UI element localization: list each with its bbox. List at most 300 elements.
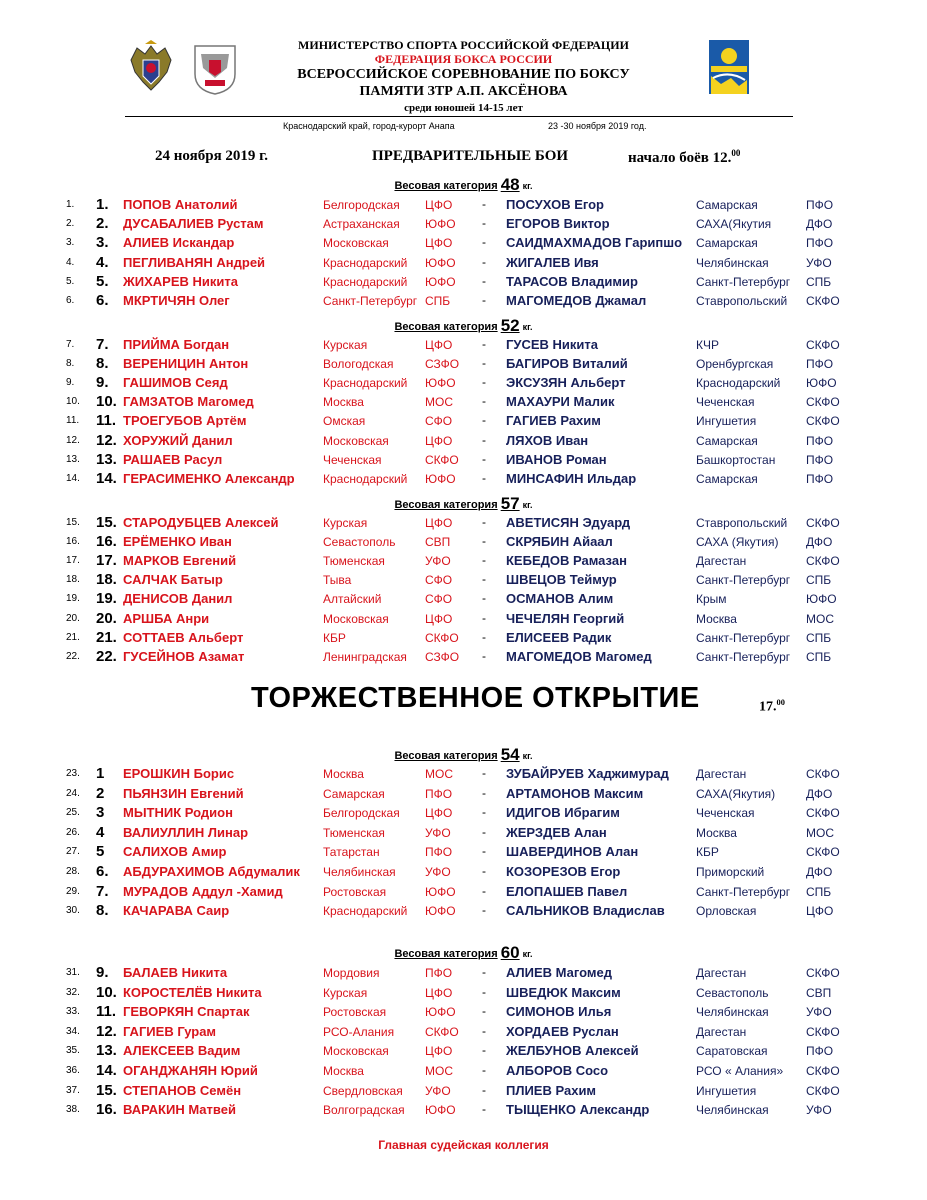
bout-n: 35. [66, 1045, 80, 1057]
bout-n: 2. [66, 218, 75, 230]
bout-br: Ингушетия [696, 1083, 757, 1098]
bout-bd: СКФО [806, 806, 840, 821]
bout-rn: БАЛАЕВ Никита [123, 965, 228, 980]
bout-row [0, 432, 927, 450]
age-group: среди юношей 14-15 лет [404, 102, 523, 114]
bout-rn: ГАМЗАТОВ Магомед [123, 394, 254, 410]
bout-rn: АЛЕКСЕЕВ Вадим [123, 1043, 241, 1059]
vs-dash: - [482, 864, 486, 878]
bout-bn: ГАГИЕВ Рахим [506, 413, 601, 429]
bout-rn: ЖИХАРЕВ Никита [123, 273, 238, 289]
bout-n: 23. [66, 768, 80, 779]
bout-rr: Ленинградская [323, 649, 407, 664]
bout-bn: ЧЕЧЕЛЯН Георгий [506, 610, 625, 626]
bout-bd: ПФО [806, 452, 834, 467]
bout-bn: ШВЕЦОВ Теймур [506, 572, 617, 588]
bout-row [0, 1062, 927, 1080]
bout-bn: ЭКСУЗЯН Альберт [506, 375, 626, 391]
weight-category-label: Весовая категория [394, 180, 498, 192]
bout-rr: Курская [323, 338, 368, 352]
bout-row [0, 292, 927, 310]
bout-rd: ЮФО [425, 1103, 456, 1118]
weight-category-header [0, 316, 927, 336]
bout-n: 4. [66, 256, 75, 268]
bout-br: Самарская [696, 471, 758, 486]
bout-n: 5. [66, 275, 75, 287]
bout-br: Ставропольский [696, 516, 788, 530]
vs-dash: - [482, 572, 486, 587]
bout-rd: ЦФО [425, 236, 453, 251]
weight-category-label: Весовая категория [394, 750, 498, 762]
event-title: ВСЕРОССИЙСКОЕ СОРЕВНОВАНИЕ ПО БОКСУ [297, 67, 630, 82]
bout-rn: САЛЧАК Батыр [123, 572, 223, 588]
bout-b: 7. [96, 336, 109, 353]
bout-bd: ДФО [806, 786, 833, 801]
bout-rd: СВП [425, 535, 451, 550]
vs-dash: - [482, 1004, 486, 1019]
bout-b: 9. [96, 964, 109, 981]
bout-rr: Омская [323, 414, 366, 429]
bout-br: Самарская [696, 198, 758, 212]
bout-b: 5. [96, 272, 109, 290]
weight-unit: кг. [522, 322, 533, 332]
bout-rr: Тюменская [323, 554, 385, 569]
bout-rn: АБДУРАХИМОВ Абдумалик [123, 864, 300, 879]
bout-b: 4. [96, 253, 109, 271]
venue: Краснодарский край, город-курорт Анапа [283, 121, 455, 131]
bout-b: 2 [96, 784, 105, 802]
bout-bd: СКФО [806, 1064, 840, 1078]
bout-bn: ЕГОРОВ Виктор [506, 216, 610, 232]
bout-n: 31. [66, 967, 80, 978]
vs-dash: - [482, 648, 486, 663]
bout-rd: ЮФО [425, 884, 456, 899]
bout-rd: ЦФО [425, 198, 453, 212]
bout-rr: Астраханская [323, 217, 400, 232]
bout-rr: Московская [323, 433, 389, 448]
bout-row [0, 843, 927, 861]
vs-dash: - [482, 1043, 486, 1058]
weight-category-label: Весовая категория [394, 499, 498, 511]
bout-b: 1 [96, 765, 105, 782]
weight-category-header [0, 494, 927, 514]
weight-value: 57 [500, 494, 520, 513]
bout-bn: ХОРДАЕВ Руслан [506, 1023, 619, 1039]
bout-bd: ПФО [806, 1044, 834, 1059]
bout-br: Санкт-Петербург [696, 573, 791, 588]
bout-row [0, 964, 927, 982]
bout-n: 28. [66, 866, 80, 877]
bout-b: 15. [96, 1081, 117, 1099]
bout-row [0, 393, 927, 411]
vs-dash: - [482, 375, 486, 390]
bout-rr: Вологодская [323, 357, 394, 372]
vs-dash: - [482, 785, 486, 800]
bout-br: КЧР [696, 338, 719, 352]
bout-row [0, 451, 927, 469]
bout-b: 8. [96, 902, 109, 920]
bout-row [0, 1003, 927, 1021]
bout-rn: ПЕГЛИВАНЯН Андрей [123, 254, 266, 270]
bout-bn: ПОСУХОВ Егор [506, 197, 605, 212]
bout-n: 6. [66, 295, 75, 306]
bout-br: Оренбургская [696, 357, 774, 372]
bout-rn: ГЕРАСИМЕНКО Александр [123, 470, 295, 486]
bout-rr: Тюменская [323, 825, 385, 840]
bout-rr: Краснодарский [323, 904, 408, 919]
bout-row [0, 470, 927, 488]
bout-b: 10. [96, 393, 117, 411]
bout-n: 7. [66, 339, 75, 350]
bout-br: Москва [696, 825, 737, 840]
bout-rn: САЛИХОВ Амир [123, 844, 227, 860]
bout-rr: Краснодарский [323, 255, 408, 270]
bout-rn: МАРКОВ Евгений [123, 553, 237, 569]
bout-rn: СТАРОДУБЦЕВ Алексей [123, 515, 279, 530]
bout-n: 25. [66, 807, 80, 819]
bout-bd: УФО [806, 1005, 832, 1020]
vs-dash: - [482, 844, 486, 859]
bout-rd: ПФО [425, 966, 453, 980]
bout-bd: ПФО [806, 357, 834, 372]
vs-dash: - [482, 883, 486, 898]
vs-dash: - [482, 1063, 486, 1077]
weight-unit: кг. [522, 500, 533, 510]
bout-bd: СПБ [806, 274, 832, 289]
bout-row [0, 514, 927, 532]
bout-row [0, 1101, 927, 1119]
bout-b: 2. [96, 215, 109, 233]
bout-br: Чеченская [696, 395, 755, 410]
session-start-time: начало боёв 12.00 [628, 148, 741, 166]
bout-rr: Ростовская [323, 1005, 387, 1020]
bout-bn: ЗУБАЙРУЕВ Хаджимурад [506, 766, 669, 781]
bout-row [0, 273, 927, 291]
vs-dash: - [482, 903, 486, 918]
bout-row [0, 902, 927, 920]
bout-rd: ЦФО [425, 338, 453, 352]
vs-dash: - [482, 273, 486, 288]
weight-value: 48 [500, 175, 520, 194]
bout-br: КБР [696, 845, 719, 860]
session-stage: ПРЕДВАРИТЕЛЬНЫЕ БОИ [372, 148, 569, 164]
vs-dash: - [482, 432, 486, 447]
bout-bn: МАГОМЕДОВ Джамал [506, 293, 647, 308]
bout-rn: ОГАНДЖАНЯН Юрий [123, 1063, 258, 1078]
bout-bd: ДФО [806, 217, 833, 232]
vs-dash: - [482, 610, 486, 625]
bout-br: Чеченская [696, 806, 755, 821]
bout-bd: ЮФО [806, 376, 837, 391]
bout-bd: СПБ [806, 630, 832, 645]
bout-row [0, 984, 927, 1002]
bout-rr: Мордовия [323, 966, 380, 980]
bout-row [0, 254, 927, 272]
bout-bn: АРТАМОНОВ Максим [506, 785, 644, 801]
bout-row [0, 765, 927, 783]
bout-bd: СКФО [806, 845, 840, 860]
bout-bn: МАХАУРИ Малик [506, 394, 615, 410]
bout-bd: УФО [806, 255, 832, 270]
bout-rr: Самарская [323, 786, 385, 801]
bout-rr: Краснодарский [323, 274, 408, 289]
bout-n: 13. [66, 453, 80, 465]
bout-rr: Тыва [323, 573, 352, 588]
bout-bd: СВП [806, 985, 832, 1000]
bout-bn: СКРЯБИН Айаал [506, 534, 613, 550]
bout-rn: ГЕВОРКЯН Спартак [123, 1004, 250, 1020]
bout-rr: Москва [323, 395, 364, 410]
bout-rd: СФО [425, 414, 453, 429]
bout-rd: ЮФО [425, 376, 456, 391]
bout-n: 11. [66, 415, 80, 427]
bout-rd: УФО [425, 825, 451, 840]
bout-rd: УФО [425, 554, 451, 569]
bout-rn: ДЕНИСОВ Данил [123, 591, 233, 607]
bout-b: 11. [96, 1003, 117, 1021]
bout-bn: ТЫЩЕНКО Александр [506, 1102, 650, 1118]
bout-row [0, 648, 927, 666]
bout-b: 3 [96, 804, 105, 822]
bout-b: 15. [96, 514, 117, 531]
bout-bn: САИДМАХМАДОВ Гарипшо [506, 235, 683, 251]
weight-category-label: Весовая категория [394, 321, 498, 333]
vs-dash: - [482, 470, 486, 485]
bout-br: Челябинская [696, 1103, 769, 1118]
bout-bd: ДФО [806, 535, 833, 550]
vs-dash: - [482, 534, 486, 549]
bout-bd: СКФО [806, 338, 840, 352]
vs-dash: - [482, 766, 486, 780]
bout-bd: МОС [806, 825, 834, 840]
bout-b: 6. [96, 292, 109, 309]
bout-rn: ЕРОШКИН Борис [123, 766, 235, 781]
bout-b: 13. [96, 450, 117, 468]
bout-rd: СКФО [425, 1024, 459, 1039]
bout-rd: ЮФО [425, 471, 456, 486]
bout-br: Ставропольский [696, 294, 788, 308]
bout-bd: СКФО [806, 554, 840, 569]
footer-signature: Главная судейская коллегия [378, 1138, 549, 1152]
bout-rd: ЮФО [425, 1005, 456, 1020]
bout-bd: ДФО [806, 865, 833, 879]
bout-bn: ЕЛИСЕЕВ Радик [506, 629, 612, 645]
bout-rd: ПФО [425, 845, 453, 860]
bout-rr: Московская [323, 1044, 389, 1059]
vs-dash: - [482, 197, 486, 211]
bout-row [0, 590, 927, 608]
bout-rd: ЮФО [425, 274, 456, 289]
vs-dash: - [482, 254, 486, 269]
bout-row [0, 234, 927, 252]
bout-row [0, 883, 927, 901]
bout-row [0, 1042, 927, 1060]
bout-rr: Московская [323, 611, 389, 626]
opening-ceremony-time: 17.00 [759, 698, 785, 715]
bout-bn: КЕБЕДОВ Рамазан [506, 553, 627, 569]
bout-row [0, 336, 927, 354]
bout-rn: АЛИЕВ Искандар [123, 235, 235, 251]
bout-rn: ВАЛИУЛЛИН Линар [123, 824, 249, 840]
bout-bd: ПФО [806, 198, 834, 212]
bout-b: 14. [96, 1062, 117, 1079]
bout-rr: Белгородская [323, 806, 400, 821]
bout-n: 27. [66, 846, 80, 858]
bout-row [0, 629, 927, 647]
bout-rd: ПФО [425, 786, 453, 801]
bout-n: 21. [66, 631, 80, 643]
bout-rr: КБР [323, 630, 346, 645]
bout-rr: Волгоградская [323, 1103, 405, 1118]
weight-unit: кг. [522, 949, 533, 959]
vs-dash: - [482, 824, 486, 839]
bout-br: Челябинская [696, 255, 769, 270]
bout-rd: ЦФО [425, 985, 453, 1000]
bout-row [0, 571, 927, 589]
bout-rr: Свердловская [323, 1083, 403, 1098]
bout-rn: КОРОСТЕЛЁВ Никита [123, 984, 262, 1000]
bout-bn: САЛЬНИКОВ Владислав [506, 903, 665, 919]
bout-bn: ЖИГАЛЕВ Ивя [506, 254, 599, 270]
bout-rn: СОТТАЕВ Альберт [123, 629, 244, 645]
bout-n: 17. [66, 555, 80, 567]
bout-row [0, 1023, 927, 1041]
bout-rd: МОС [425, 1064, 453, 1078]
bout-bn: ОСМАНОВ Алим [506, 591, 614, 607]
bout-b: 1. [96, 196, 109, 213]
bout-rn: МУРАДОВ Аддул -Хамид [123, 883, 283, 899]
bout-rn: ГУСЕЙНОВ Азамат [123, 648, 245, 664]
bout-rr: Белгородская [323, 198, 400, 212]
bout-rr: Ростовская [323, 884, 387, 899]
bout-rr: Татарстан [323, 845, 380, 860]
weight-unit: кг. [522, 751, 533, 761]
bout-rn: МЫТНИК Родион [123, 805, 233, 821]
bout-rd: СЗФО [425, 649, 460, 664]
bout-row [0, 533, 927, 551]
bout-n: 14. [66, 472, 80, 484]
bout-n: 29. [66, 885, 80, 897]
bout-row [0, 215, 927, 233]
bout-bn: МАГОМЕДОВ Магомед [506, 648, 652, 664]
bout-rr: Севастополь [323, 535, 396, 550]
bout-row [0, 355, 927, 373]
bout-bn: ЖЕЛБУНОВ Алексей [506, 1043, 639, 1059]
bout-rn: ГАШИМОВ Сеяд [123, 375, 228, 391]
bout-rn: РАШАЕВ Расул [123, 451, 223, 467]
vs-dash: - [482, 515, 486, 529]
vs-dash: - [482, 629, 486, 644]
bout-n: 36. [66, 1065, 80, 1076]
bout-n: 22. [66, 650, 80, 662]
weight-category-label: Весовая категория [394, 948, 498, 960]
bout-rr: РСО-Алания [323, 1024, 395, 1039]
bout-br: Саратовская [696, 1044, 768, 1059]
vs-dash: - [482, 1082, 486, 1097]
bout-rn: ХОРУЖИЙ Данил [123, 432, 233, 448]
weight-category-header [0, 943, 927, 963]
bout-bd: СКФО [806, 1083, 840, 1098]
vs-dash: - [482, 451, 486, 466]
bout-rd: СПБ [425, 294, 451, 308]
bout-n: 3. [66, 237, 75, 249]
bout-b: 21. [96, 628, 117, 646]
bout-rd: УФО [425, 865, 451, 879]
bout-rd: ЦФО [425, 806, 453, 821]
bout-n: 15. [66, 517, 80, 528]
bout-bn: АВЕТИСЯН Эдуард [506, 515, 631, 530]
bout-b: 22. [96, 647, 117, 665]
bout-b: 8. [96, 355, 109, 373]
bout-br: Дагестан [696, 1024, 747, 1039]
bout-b: 6. [96, 863, 109, 880]
bout-br: САХА (Якутия) [696, 535, 779, 550]
bout-b: 19. [96, 590, 117, 608]
bout-row [0, 785, 927, 803]
bout-br: Санкт-Петербург [696, 884, 791, 899]
event-dates: 23 -30 ноября 2019 год. [548, 121, 647, 131]
bout-b: 18. [96, 571, 117, 589]
bout-bd: УФО [806, 1103, 832, 1118]
bout-n: 1. [66, 199, 75, 210]
bout-bn: ПЛИЕВ Рахим [506, 1082, 597, 1098]
bout-n: 19. [66, 593, 80, 605]
bout-b: 10. [96, 983, 117, 1001]
bout-n: 24. [66, 787, 80, 799]
bout-rr: Курская [323, 985, 368, 1000]
bout-bd: СКФО [806, 294, 840, 308]
bout-br: САХА(Якутия [696, 217, 772, 232]
bout-n: 12. [66, 434, 80, 446]
memorial-title: ПАМЯТИ ЗТР А.П. АКСЁНОВА [359, 84, 568, 99]
bout-b: 13. [96, 1042, 117, 1060]
vs-dash: - [482, 216, 486, 231]
bout-bd: СКФО [806, 395, 840, 410]
vs-dash: - [482, 337, 486, 351]
vs-dash: - [482, 805, 486, 820]
bout-rr: Чеченская [323, 452, 382, 467]
bout-n: 37. [66, 1084, 80, 1096]
bout-rr: Алтайский [323, 592, 382, 607]
bout-bd: ПФО [806, 471, 834, 486]
bout-bn: ЛЯХОВ Иван [506, 432, 589, 448]
bout-br: Ингушетия [696, 414, 757, 429]
vs-dash: - [482, 356, 486, 371]
bout-bd: СКФО [806, 1024, 840, 1039]
bout-rn: МКРТИЧЯН Олег [123, 293, 230, 308]
bout-n: 20. [66, 612, 80, 624]
bout-br: Санкт-Петербург [696, 274, 791, 289]
bout-br: Краснодарский [696, 376, 781, 391]
bout-br: Приморский [696, 865, 765, 879]
bout-rr: Краснодарский [323, 471, 408, 486]
vs-dash: - [482, 394, 486, 409]
bout-rr: Курская [323, 516, 368, 530]
bout-rr: Московская [323, 236, 389, 251]
vs-dash: - [482, 984, 486, 999]
bout-rn: ЕРЁМЕНКО Иван [123, 534, 232, 550]
bout-bd: МОС [806, 611, 834, 626]
bout-rn: ВАРАКИН Матвей [123, 1102, 236, 1118]
bout-b: 9. [96, 374, 109, 392]
bout-rd: УФО [425, 1083, 451, 1098]
bout-bn: КОЗОРЕЗОВ Егор [506, 864, 621, 879]
bout-br: Самарская [696, 433, 758, 448]
bout-bn: ИДИГОВ Ибрагим [506, 805, 620, 821]
bout-b: 12. [96, 431, 117, 449]
bout-bd: СПБ [806, 884, 832, 899]
bout-br: Дагестан [696, 554, 747, 569]
